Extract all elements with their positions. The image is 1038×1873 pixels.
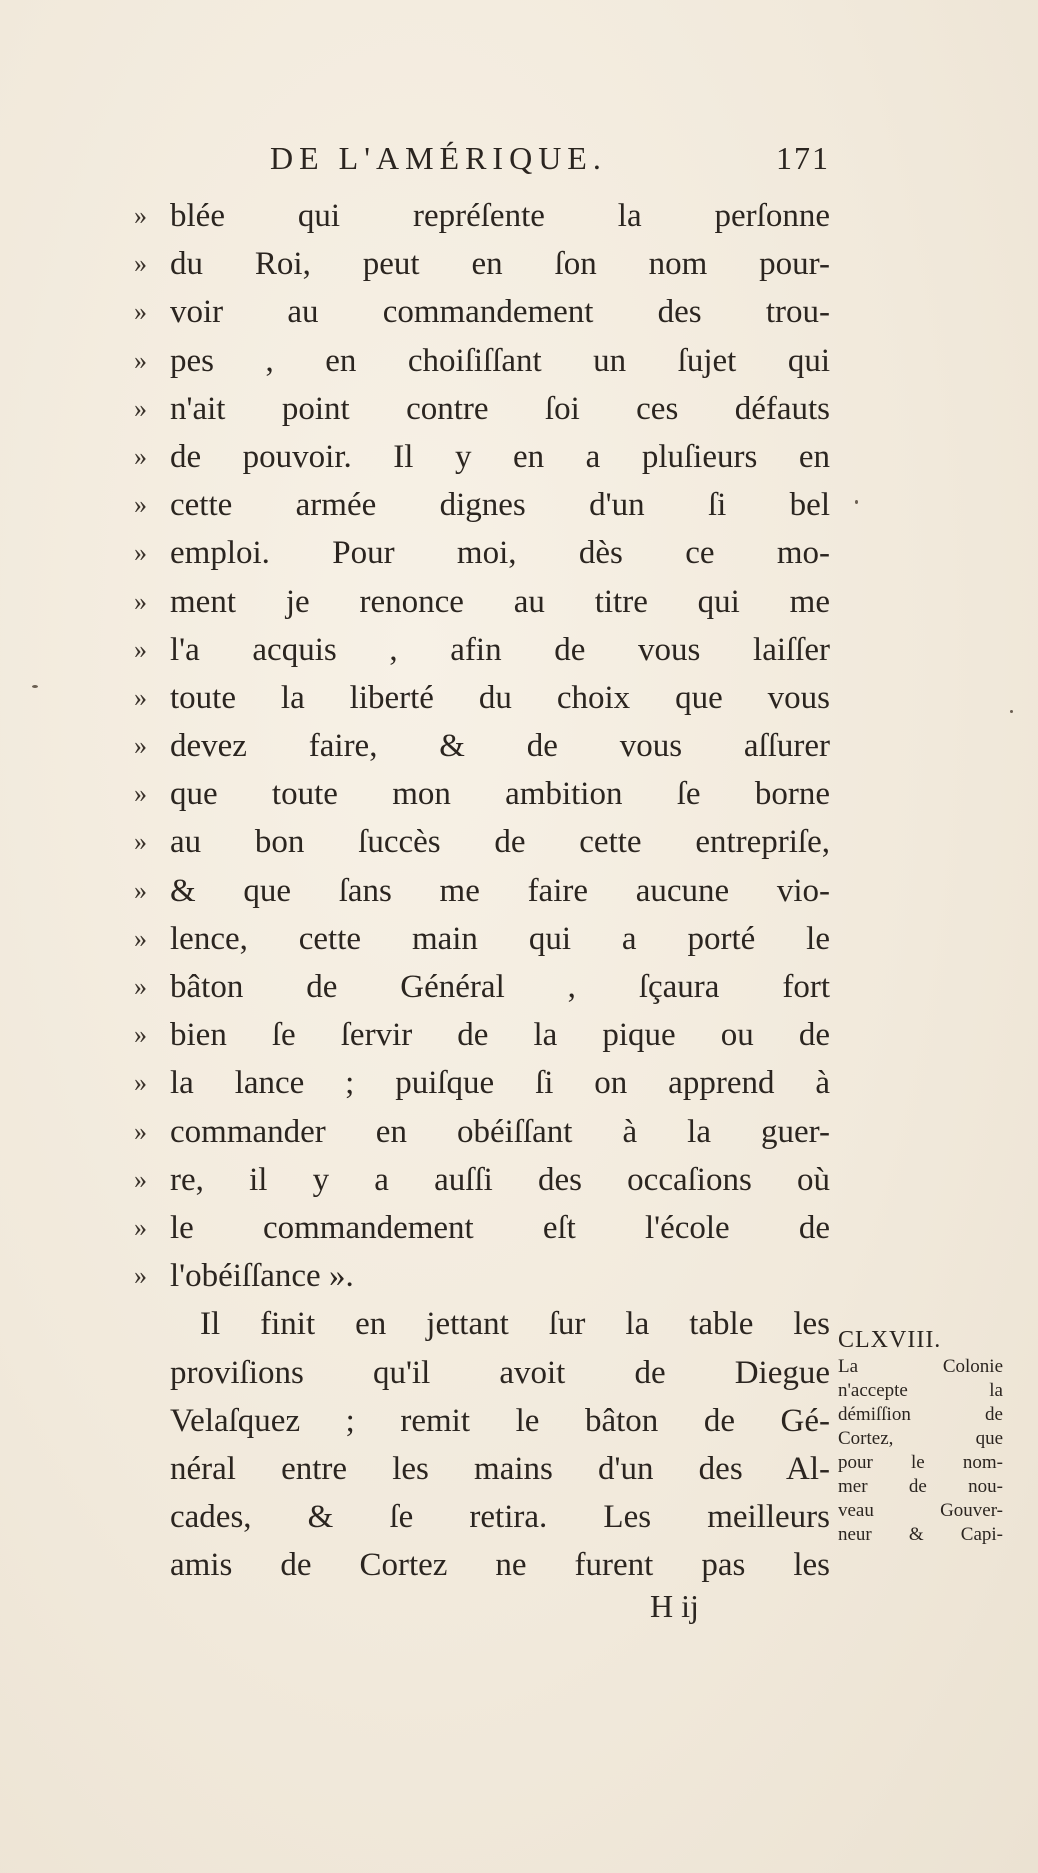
line-text: l'obéiſſance ».: [170, 1258, 354, 1295]
line-text: cette armée dignes d'un ſi bel: [170, 487, 830, 524]
paper-speck: [1010, 710, 1013, 713]
margin-note-line: mer de nou-: [838, 1476, 1003, 1497]
line-text: pes , en choiſiſſant un ſujet qui: [170, 342, 830, 379]
margin-note-number: CLXVIII.: [838, 1327, 942, 1353]
text-line: [134, 433, 830, 481]
text-line: [134, 915, 830, 963]
margin-note: [838, 1325, 1003, 1547]
quote-mark: »: [134, 441, 147, 471]
line-text: amis de Cortez ne furent pas les: [170, 1547, 830, 1584]
paper-speck: [32, 685, 38, 688]
line-text: blée qui repréſente la perſonne: [170, 198, 830, 234]
line-text: lence, cette main qui a porté le: [170, 920, 830, 957]
margin-note-line: veau Gouver-: [838, 1500, 1003, 1521]
text-line: [170, 1493, 830, 1541]
quote-mark: »: [134, 1020, 147, 1050]
line-text: ment je renonce au titre qui me: [170, 583, 830, 620]
quote-mark: »: [134, 490, 147, 520]
line-text: toute la liberté du choix que vous: [170, 679, 830, 716]
text-line: [134, 1108, 830, 1156]
quote-mark: »: [134, 827, 147, 857]
quote-mark: »: [134, 923, 147, 953]
text-line: [134, 867, 830, 915]
quote-mark: »: [134, 634, 147, 664]
margin-note-line: démiſſion de: [838, 1404, 1003, 1425]
quote-mark: »: [134, 1116, 147, 1146]
text-line: [134, 385, 830, 433]
quote-mark: »: [134, 297, 147, 327]
text-line: [134, 337, 830, 385]
line-text: au bon ſuccès de cette entrepriſe,: [170, 824, 830, 861]
line-text: bien ſe ſervir de la pique ou de: [170, 1017, 830, 1054]
line-text: Velaſquez ; remit le bâton de Gé-: [170, 1402, 830, 1439]
line-text: la lance ; puiſque ſi on apprend à: [170, 1065, 830, 1102]
text-line: [134, 1011, 830, 1059]
quote-mark: »: [134, 538, 147, 568]
quote-mark: »: [134, 731, 147, 761]
quote-mark: »: [134, 779, 147, 809]
quote-mark: »: [134, 972, 147, 1001]
quote-mark: »: [134, 1212, 147, 1242]
line-text: l'a acquis , afin de vous laiſſer: [170, 631, 830, 668]
line-text: le commandement eſt l'école de: [170, 1209, 830, 1246]
text-line: [134, 578, 830, 626]
margin-note-line: pour le nom-: [838, 1452, 1003, 1473]
text-line: [170, 1349, 830, 1397]
quote-mark: »: [134, 682, 147, 712]
text-line: [134, 1059, 830, 1107]
quote-mark: »: [134, 875, 147, 905]
text-line: [134, 529, 830, 577]
line-text: emploi. Pour moi, dès ce mo-: [170, 535, 830, 572]
text-line: [134, 770, 830, 818]
quote-mark: »: [134, 345, 147, 375]
text-line: [134, 1204, 830, 1252]
quote-mark: »: [134, 1068, 147, 1098]
line-text: que toute mon ambition ſe borne: [170, 776, 830, 813]
running-head-title: DE L'AMÉRIQUE.: [270, 140, 607, 176]
text-line: [170, 1397, 830, 1445]
quote-mark: »: [134, 393, 147, 423]
text-line: [134, 1252, 830, 1300]
line-text: bâton de Général , ſçaura fort: [170, 969, 830, 1005]
line-text: re, il y a auſſi des occaſions où: [170, 1161, 830, 1198]
text-line: [134, 192, 830, 240]
page-number: 171: [776, 140, 830, 176]
quote-mark: »: [134, 1164, 147, 1194]
text-line: [134, 722, 830, 770]
quote-mark: »: [134, 249, 147, 279]
margin-note-line: n'accepte la: [838, 1380, 1003, 1401]
text-line: [170, 1541, 830, 1589]
margin-note-line: neur & Capi-: [838, 1524, 1003, 1545]
line-text: Il finit en jettant ſur la table les: [200, 1306, 830, 1343]
text-line: [134, 1156, 830, 1204]
text-line: [134, 481, 830, 529]
body-text: [134, 192, 830, 1589]
line-text: proviſions qu'il avoit de Diegue: [170, 1354, 830, 1391]
text-line: [170, 1445, 830, 1493]
text-line: [134, 818, 830, 866]
text-line: [134, 240, 830, 288]
text-line: [134, 626, 830, 674]
quote-mark: »: [134, 586, 147, 616]
quote-mark: »: [134, 1261, 147, 1291]
signature-mark: H ij: [650, 1588, 699, 1624]
text-line: [134, 288, 830, 336]
line-text: néral entre les mains d'un des Al-: [170, 1450, 830, 1487]
paper-speck: [855, 500, 858, 504]
line-text: voir au commandement des trou-: [170, 294, 830, 331]
quote-mark: »: [134, 201, 147, 230]
text-line: [170, 1300, 830, 1348]
line-text: devez faire, & de vous aſſurer: [170, 728, 830, 765]
running-head: [270, 140, 830, 180]
line-text: commander en obéiſſant à la guer-: [170, 1113, 830, 1150]
line-text: & que ſans me faire aucune vio-: [170, 872, 830, 909]
text-line: [134, 963, 830, 1011]
line-text: n'ait point contre ſoi ces défauts: [170, 390, 830, 427]
line-text: du Roi, peut en ſon nom pour-: [170, 246, 830, 283]
line-text: de pouvoir. Il y en a pluſieurs en: [170, 438, 830, 475]
line-text: cades, & ſe retira. Les meilleurs: [170, 1499, 830, 1536]
margin-note-line: La Colonie: [838, 1356, 1003, 1377]
margin-note-line: Cortez, que: [838, 1428, 1003, 1449]
text-line: [134, 674, 830, 722]
